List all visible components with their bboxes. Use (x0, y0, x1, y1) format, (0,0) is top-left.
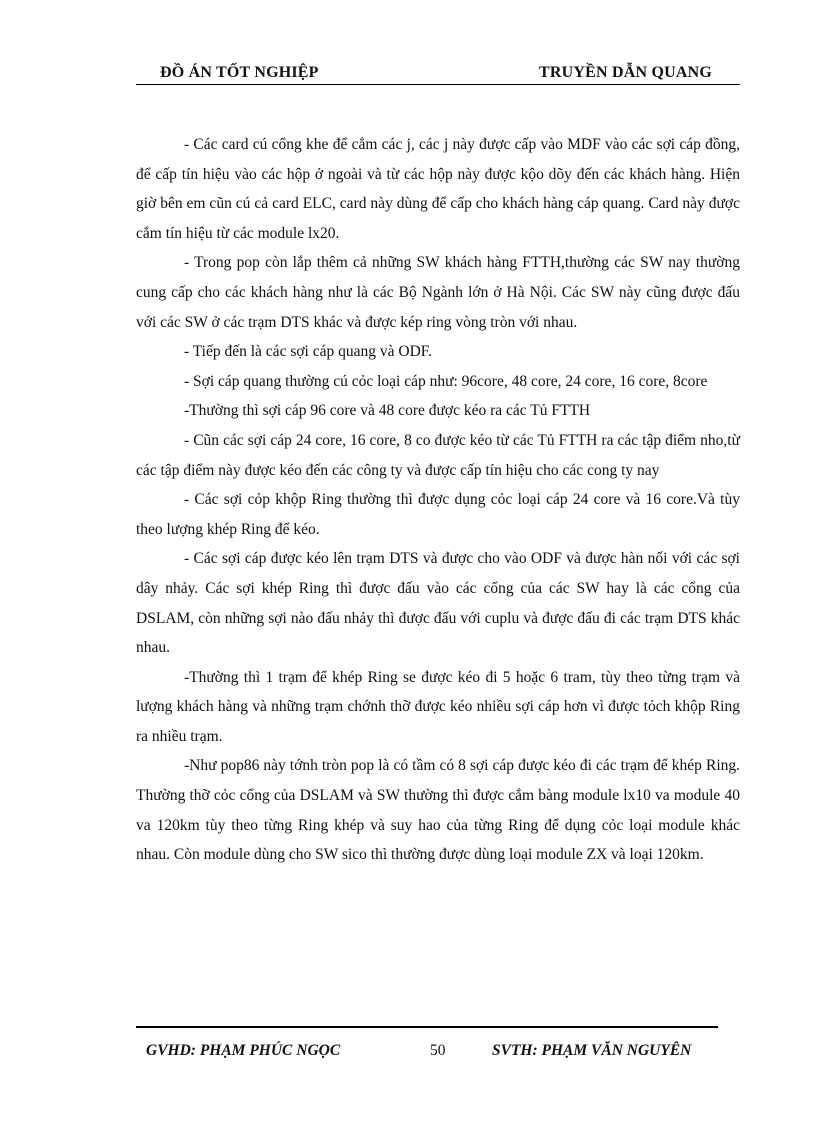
footer-student: SVTH: PHẠM VĂN NGUYÊN (492, 1042, 692, 1059)
paragraph-5: -Thường thì sợi cáp 96 core và 48 core được kéo ra các Tủ FTTH (184, 402, 591, 420)
paragraph-3: - Tiếp đến là các sợi cáp quang và ODF. (184, 343, 433, 361)
page-number: 50 (430, 1042, 446, 1059)
paragraph-4: - Sợi cáp quang thường cú cỏc loại cáp như: 96core, 48 core, 24 core, 16 core, 8core (184, 372, 708, 390)
header-title-left: ĐỒ ÁN TỐT NGHIỆP (160, 64, 319, 81)
page-header (136, 62, 740, 85)
paragraph-8: - Các sợi cáp được kéo lên trạm DTS và được cho vào ODF và được hàn nối với các sợi dây nhảy. Các sợi khép Ring thì được đấu vào các cổng của các SW hay là các cổng của DSLAM, còn những sợi nào đấu nhảy thì được đấu với cuplu và được đấu đi các trạm DTS khác nhau. (136, 550, 740, 657)
header-title-right: TRUYỀN DẪN QUANG (539, 64, 712, 81)
paragraph-10: -Như pop86 này tớnh tròn pop là có tầm có 8 sợi cáp được kéo đi các trạm để khép Ring. Thường thỡ cỏc cổng của DSLAM và SW thường thì được cắm bàng module lx10 va module 40 va 120km tùy theo từng Ring khép và suy hao của từng Ring để dụng cỏc loại module khác nhau. Còn module dùng cho SW sico thì thường được dùng loại module ZX và loại 120km. (136, 757, 740, 864)
paragraph-6: - Cũn các sợi cáp 24 core, 16 core, 8 co được kéo từ các Tủ FTTH ra các tập điểm nho,từ các tập điểm này được kéo đến các công ty và được cấp tín hiệu cho các cong ty nay (136, 431, 740, 479)
document-body (136, 130, 740, 870)
paragraph-2: - Trong pop còn lắp thêm cả những SW khách hàng FTTH,thường các SW nay thường cung cấp cho các khách hàng như là các Bộ Ngành lớn ở Hà Nội. Các SW này cũng được đấu với các SW ở các trạm DTS khác và được kép ring vòng tròn với nhau. (136, 254, 740, 331)
paragraph-7: - Các sợi cỏp khộp Ring thường thì được dụng cỏc loại cáp 24 core và 16 core.Và tùy theo lượng khép Ring để kéo. (136, 491, 740, 538)
footer-supervisor: GVHD: PHẠM PHÚC NGỌC (146, 1042, 341, 1059)
paragraph-1: - Các card cú cổng khe để cắm các j, các j này được cấp vào MDF vào các sợi cáp đồng, để cấp tín hiệu vào các hộp ở ngoài và từ các hộp này được kộo dõy đến các khách hàng. Hiện giờ bên em cũn cú cả card ELC, card này dùng để cấp cho khách hàng cáp quang. Card này được cắm tín hiệu từ các module lx20. (136, 136, 740, 242)
paragraph-9: -Thường thì 1 trạm để khép Ring se được kéo đi 5 hoặc 6 tram, tùy theo từng trạm và lượng khách hàng và những trạm chớnh thỡ được kéo nhiều sợi cáp hơn vì được tỏch khộp Ring ra nhiều trạm. (136, 668, 740, 745)
page-footer (136, 1026, 718, 1058)
